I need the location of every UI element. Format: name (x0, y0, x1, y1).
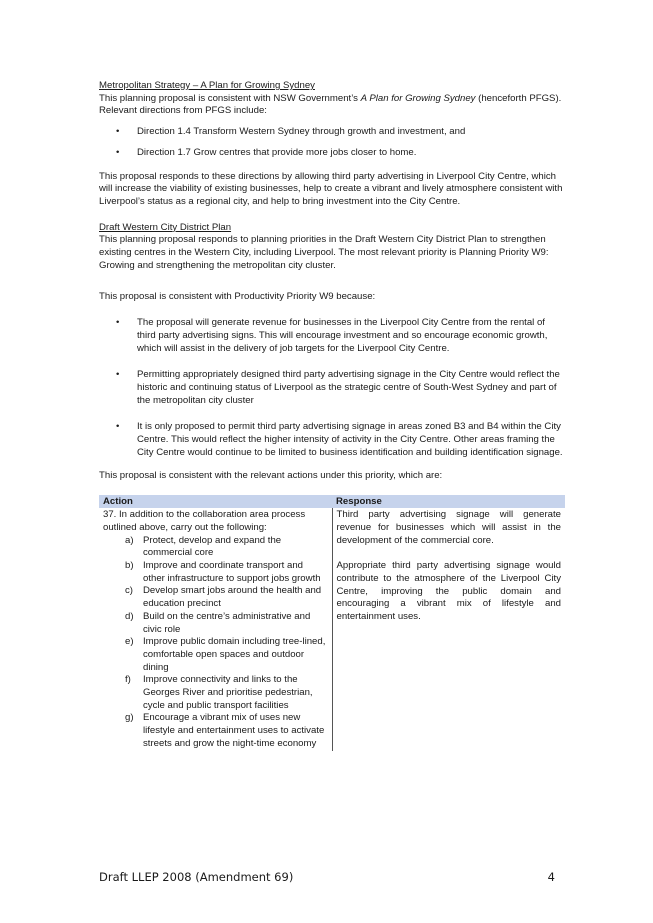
bullet-icon: • (116, 317, 120, 329)
item-letter: e) (125, 636, 134, 648)
productivity-list (99, 317, 565, 459)
page-content (99, 80, 565, 751)
section-heading-district-plan: Draft Western City District Plan (99, 221, 232, 233)
list-item (103, 585, 328, 610)
intro-text: This planning proposal is consistent with NSW Government’s (99, 92, 361, 104)
list-item (103, 636, 328, 674)
section2-intro: This planning proposal responds to planning priorities in the Draft Western City District Plan to strengthen existing centres in the Western City, including Liverpool. The most relevant priority is Planning Priority W9: Growing and strengthening the metropolitan city cluster. (99, 234, 549, 271)
list-item (103, 674, 328, 712)
intro-text-continued: (henceforth PFGS). Relevant directions from PFGS include: (99, 92, 562, 117)
list-item (99, 369, 565, 407)
section1-response: This proposal responds to these directions by allowing third party advertising in Liverpool City Centre, which will increase the viability of existing businesses, help to create a vibrant and lively atmosphere consistent with Liverpool’s status as a regional city, and help to bring investment into the City Centre. (99, 170, 563, 207)
item-letter: f) (125, 674, 131, 686)
item-letter: a) (125, 534, 134, 546)
actions-table (99, 495, 565, 750)
table-header-row (99, 495, 565, 508)
directions-list (99, 126, 565, 159)
list-item-text: Direction 1.4 Transform Western Sydney through growth and investment, and (137, 126, 466, 138)
item-letter: c) (125, 585, 133, 597)
item-letter: d) (125, 610, 134, 622)
bullet-icon: • (116, 146, 120, 158)
actions-intro: This proposal is consistent with the relevant actions under this priority, which are: (99, 470, 443, 482)
bullet-icon: • (116, 421, 120, 433)
bullet-icon: • (116, 126, 120, 138)
column-header-response: Response (332, 495, 565, 508)
item-text: Improve connectivity and links to the Georges River and prioritise pedestrian, cycle and public transport facilities (143, 674, 313, 711)
plan-title-italic: A Plan for Growing Sydney (360, 92, 476, 104)
item-text: Build on the centre’s administrative and civic role (143, 610, 311, 635)
page-footer (99, 871, 555, 884)
response-paragraph: Appropriate third party advertising signage would contribute to the atmosphere of the Liverpool City Centre, improving the public domain and encouraging a vibrant mix of lifestyle and entertainment uses. (336, 560, 561, 623)
response-paragraph: Third party advertising signage will generate revenue for businesses which will assist in the development of the commercial core. (336, 509, 561, 546)
list-item (99, 317, 565, 355)
action-cell (99, 508, 332, 750)
list-item (103, 611, 328, 636)
response-cell (332, 508, 565, 750)
item-letter: b) (125, 559, 134, 571)
table-row (99, 508, 565, 750)
action-intro: 37. In addition to the collaboration area process outlined above, carry out the following: (103, 509, 306, 533)
item-text: Improve public domain including tree-lined, comfortable open spaces and outdoor dining (143, 636, 326, 673)
list-item (103, 535, 328, 560)
list-item (103, 712, 328, 750)
action-items-list (103, 535, 328, 751)
list-item-text: Permitting appropriately designed third party advertising signage in the City Centre would reflect the historic and continuing status of Liverpool as the strategic centre of South-West Sydney and part of the metropolitan city cluster (137, 369, 560, 406)
list-item (99, 147, 565, 160)
column-header-action: Action (99, 495, 332, 508)
bullet-icon: • (116, 369, 120, 381)
item-text: Encourage a vibrant mix of uses new lifestyle and entertainment uses to activate streets and grow the night-time economy (143, 712, 325, 749)
section-heading-metropolitan-strategy: Metropolitan Strategy – A Plan for Growing Sydney (99, 80, 315, 91)
footer-title: Draft LLEP 2008 (Amendment 69) (99, 870, 294, 884)
list-item (99, 126, 565, 139)
list-item-text: The proposal will generate revenue for businesses in the Liverpool City Centre from the rental of third party advertising signs. This will encourage investment and so encourage economic growth, which will assist in the delivery of job targets for the Liverpool City Centre. (137, 317, 548, 354)
list-item-text: Direction 1.7 Grow centres that provide more jobs closer to home. (137, 146, 417, 158)
section2-consistent: This proposal is consistent with Productivity Priority W9 because: (99, 291, 376, 303)
list-item (103, 560, 328, 585)
item-text: Improve and coordinate transport and other infrastructure to support jobs growth (143, 559, 321, 584)
item-letter: g) (125, 712, 134, 724)
list-item (99, 421, 565, 459)
page-number: 4 (547, 870, 555, 884)
list-item-text: It is only proposed to permit third party advertising signage in areas zoned B3 and B4 within the City Centre. This would reflect the higher intensity of activity in the City Centre. Other areas framing the City Centre would continue to be limited to business identification and building identification signage. (137, 421, 563, 458)
item-text: Protect, develop and expand the commercial core (143, 534, 282, 559)
item-text: Develop smart jobs around the health and education precinct (143, 585, 322, 610)
section1-intro (99, 93, 565, 118)
